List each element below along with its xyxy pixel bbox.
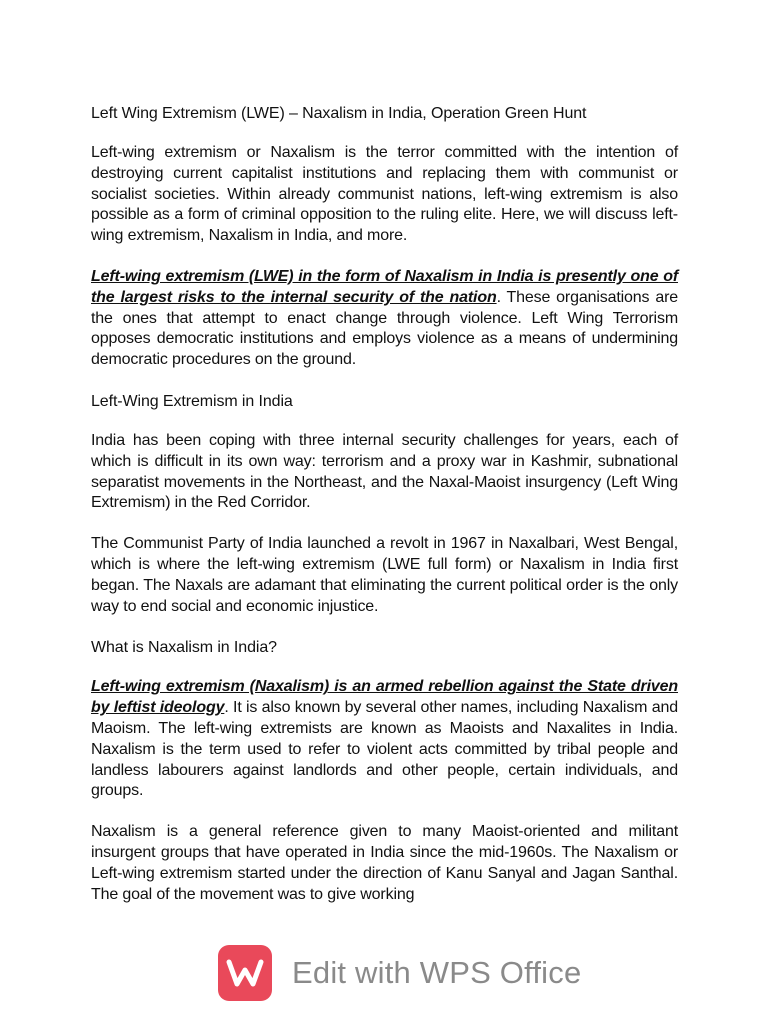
naxalism-definition-emphasis: Left-wing extremism (Naxalism) is an armed rebellion against the State driven by leftist ideology [91, 678, 678, 717]
intro-paragraph: Left-wing extremism or Naxalism is the terror committed with the intention of destroying current capitalist institutions and replacing them with communist or socialist societies. Within already communist nations, left-wing extremism is also possible as a form of criminal opposition to the ruling elite. Here, we will discuss left-wing extremism, Naxalism in India, and more. [91, 144, 678, 245]
lwe-risk-emphasis: Left-wing extremism (LWE) in the form of Naxalism in India is presently one of the largest risks to the internal security of the nation [91, 267, 678, 306]
section-heading-lwe-india: Left-Wing Extremism in India [91, 392, 293, 410]
naxalism-definition-paragraph [91, 677, 678, 802]
naxalism-history-paragraph: Naxalism is a general reference given to many Maoist-oriented and militant insurgent groups that have operated in India since the mid-1960s. The Naxalism or Left-wing extremism started under the direction of Kanu Sanyal and Jagan Santhal. The goal of the movement was to give working [91, 823, 678, 903]
section-heading-what-is-naxalism: What is Naxalism in India? [91, 639, 277, 657]
document-title: Left Wing Extremism (LWE) – Naxalism in India, Operation Green Hunt [91, 105, 587, 122]
wps-logo-icon [218, 945, 272, 1001]
edit-with-wps-banner[interactable] [218, 944, 581, 1002]
document-body [91, 103, 678, 905]
lwe-risk-rest: . These organisations are the ones that attempt to enact change through violence. Left Wing Terrorism opposes democratic institutions and employs violence as a means of undermining democratic procedures on the ground. [91, 288, 678, 369]
naxalism-definition-rest: . It is also known by several other names, including Naxalism and Maoism. The left-wing extremists are known as Maoists and Naxalites in India. Naxalism is the term used to refer to violent acts committed by tribal people and landless labourers against landlords and other people, certain individuals, and groups. [91, 699, 678, 800]
security-challenges-paragraph: India has been coping with three internal security challenges for years, each of which is difficult in its own way: terrorism and a proxy war in Kashmir, subnational separatist movements in the Northeast, and the Naxal-Maoist insurgency (Left Wing Extremism) in the Red Corridor. [91, 431, 678, 512]
wps-label: Edit with WPS Office [292, 955, 582, 990]
naxalbari-paragraph: The Communist Party of India launched a revolt in 1967 in Naxalbari, West Bengal, which is where the left-wing extremism (LWE full form) or Naxalism in India first began. The Naxals are adamant that eliminating the current political order is the only way to end social and economic injustice. [91, 535, 678, 615]
lwe-risk-paragraph [91, 267, 678, 371]
